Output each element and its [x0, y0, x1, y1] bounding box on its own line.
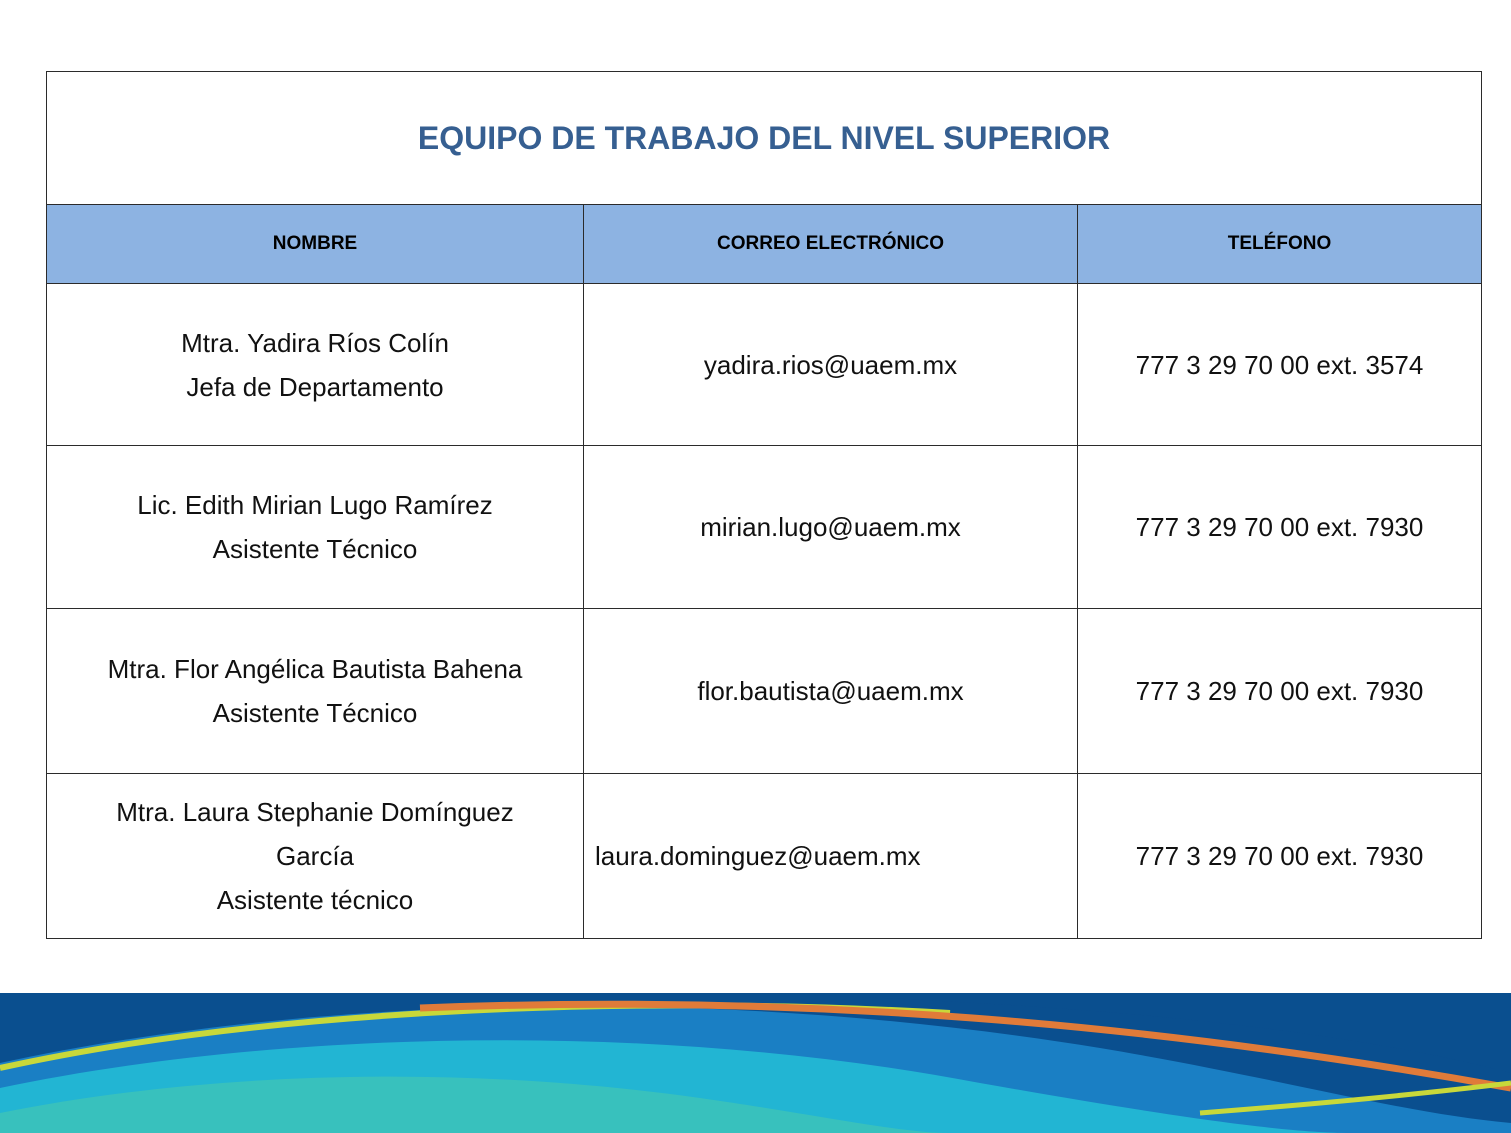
email-cell: yadira.rios@uaem.mx — [584, 284, 1078, 446]
table-header-row — [47, 205, 1482, 284]
wave-graphic — [0, 993, 1511, 1133]
phone-cell: 777 3 29 70 00 ext. 7930 — [1078, 774, 1482, 939]
name-cell — [47, 609, 584, 774]
table-row — [47, 284, 1482, 446]
person-role: Jefa de Departamento — [186, 371, 444, 402]
person-name: Lic. Edith Mirian Lugo Ramírez — [137, 490, 493, 520]
phone-cell: 777 3 29 70 00 ext. 3574 — [1078, 284, 1482, 446]
person-role: Asistente Técnico — [212, 698, 418, 728]
column-header-name: NOMBRE — [47, 205, 584, 284]
name-cell — [47, 446, 584, 609]
decorative-wave-banner — [0, 993, 1511, 1133]
column-header-email: CORREO ELECTRÓNICO — [584, 205, 1078, 284]
phone-cell: 777 3 29 70 00 ext. 7930 — [1078, 446, 1482, 609]
table-row — [47, 609, 1482, 774]
name-cell — [47, 774, 584, 939]
name-cell — [47, 284, 584, 446]
person-name: Mtra. Laura Stephanie Domínguez — [116, 797, 514, 827]
phone-cell: 777 3 29 70 00 ext. 7930 — [1078, 609, 1482, 774]
table-row — [47, 774, 1482, 939]
column-header-phone: TELÉFONO — [1078, 205, 1482, 284]
table-title: EQUIPO DE TRABAJO DEL NIVEL SUPERIOR — [47, 72, 1482, 205]
email-cell: flor.bautista@uaem.mx — [584, 609, 1078, 774]
email-cell: mirian.lugo@uaem.mx — [584, 446, 1078, 609]
person-name: Mtra. Flor Angélica Bautista Bahena — [107, 654, 523, 684]
table-row — [47, 446, 1482, 609]
person-role: Asistente técnico — [216, 885, 414, 915]
email-cell: laura.dominguez@uaem.mx — [584, 774, 1078, 939]
team-table — [46, 71, 1482, 939]
person-name: Mtra. Yadira Ríos Colín — [181, 327, 449, 358]
person-role: Asistente Técnico — [212, 534, 418, 564]
person-name-continued: García — [275, 841, 355, 871]
